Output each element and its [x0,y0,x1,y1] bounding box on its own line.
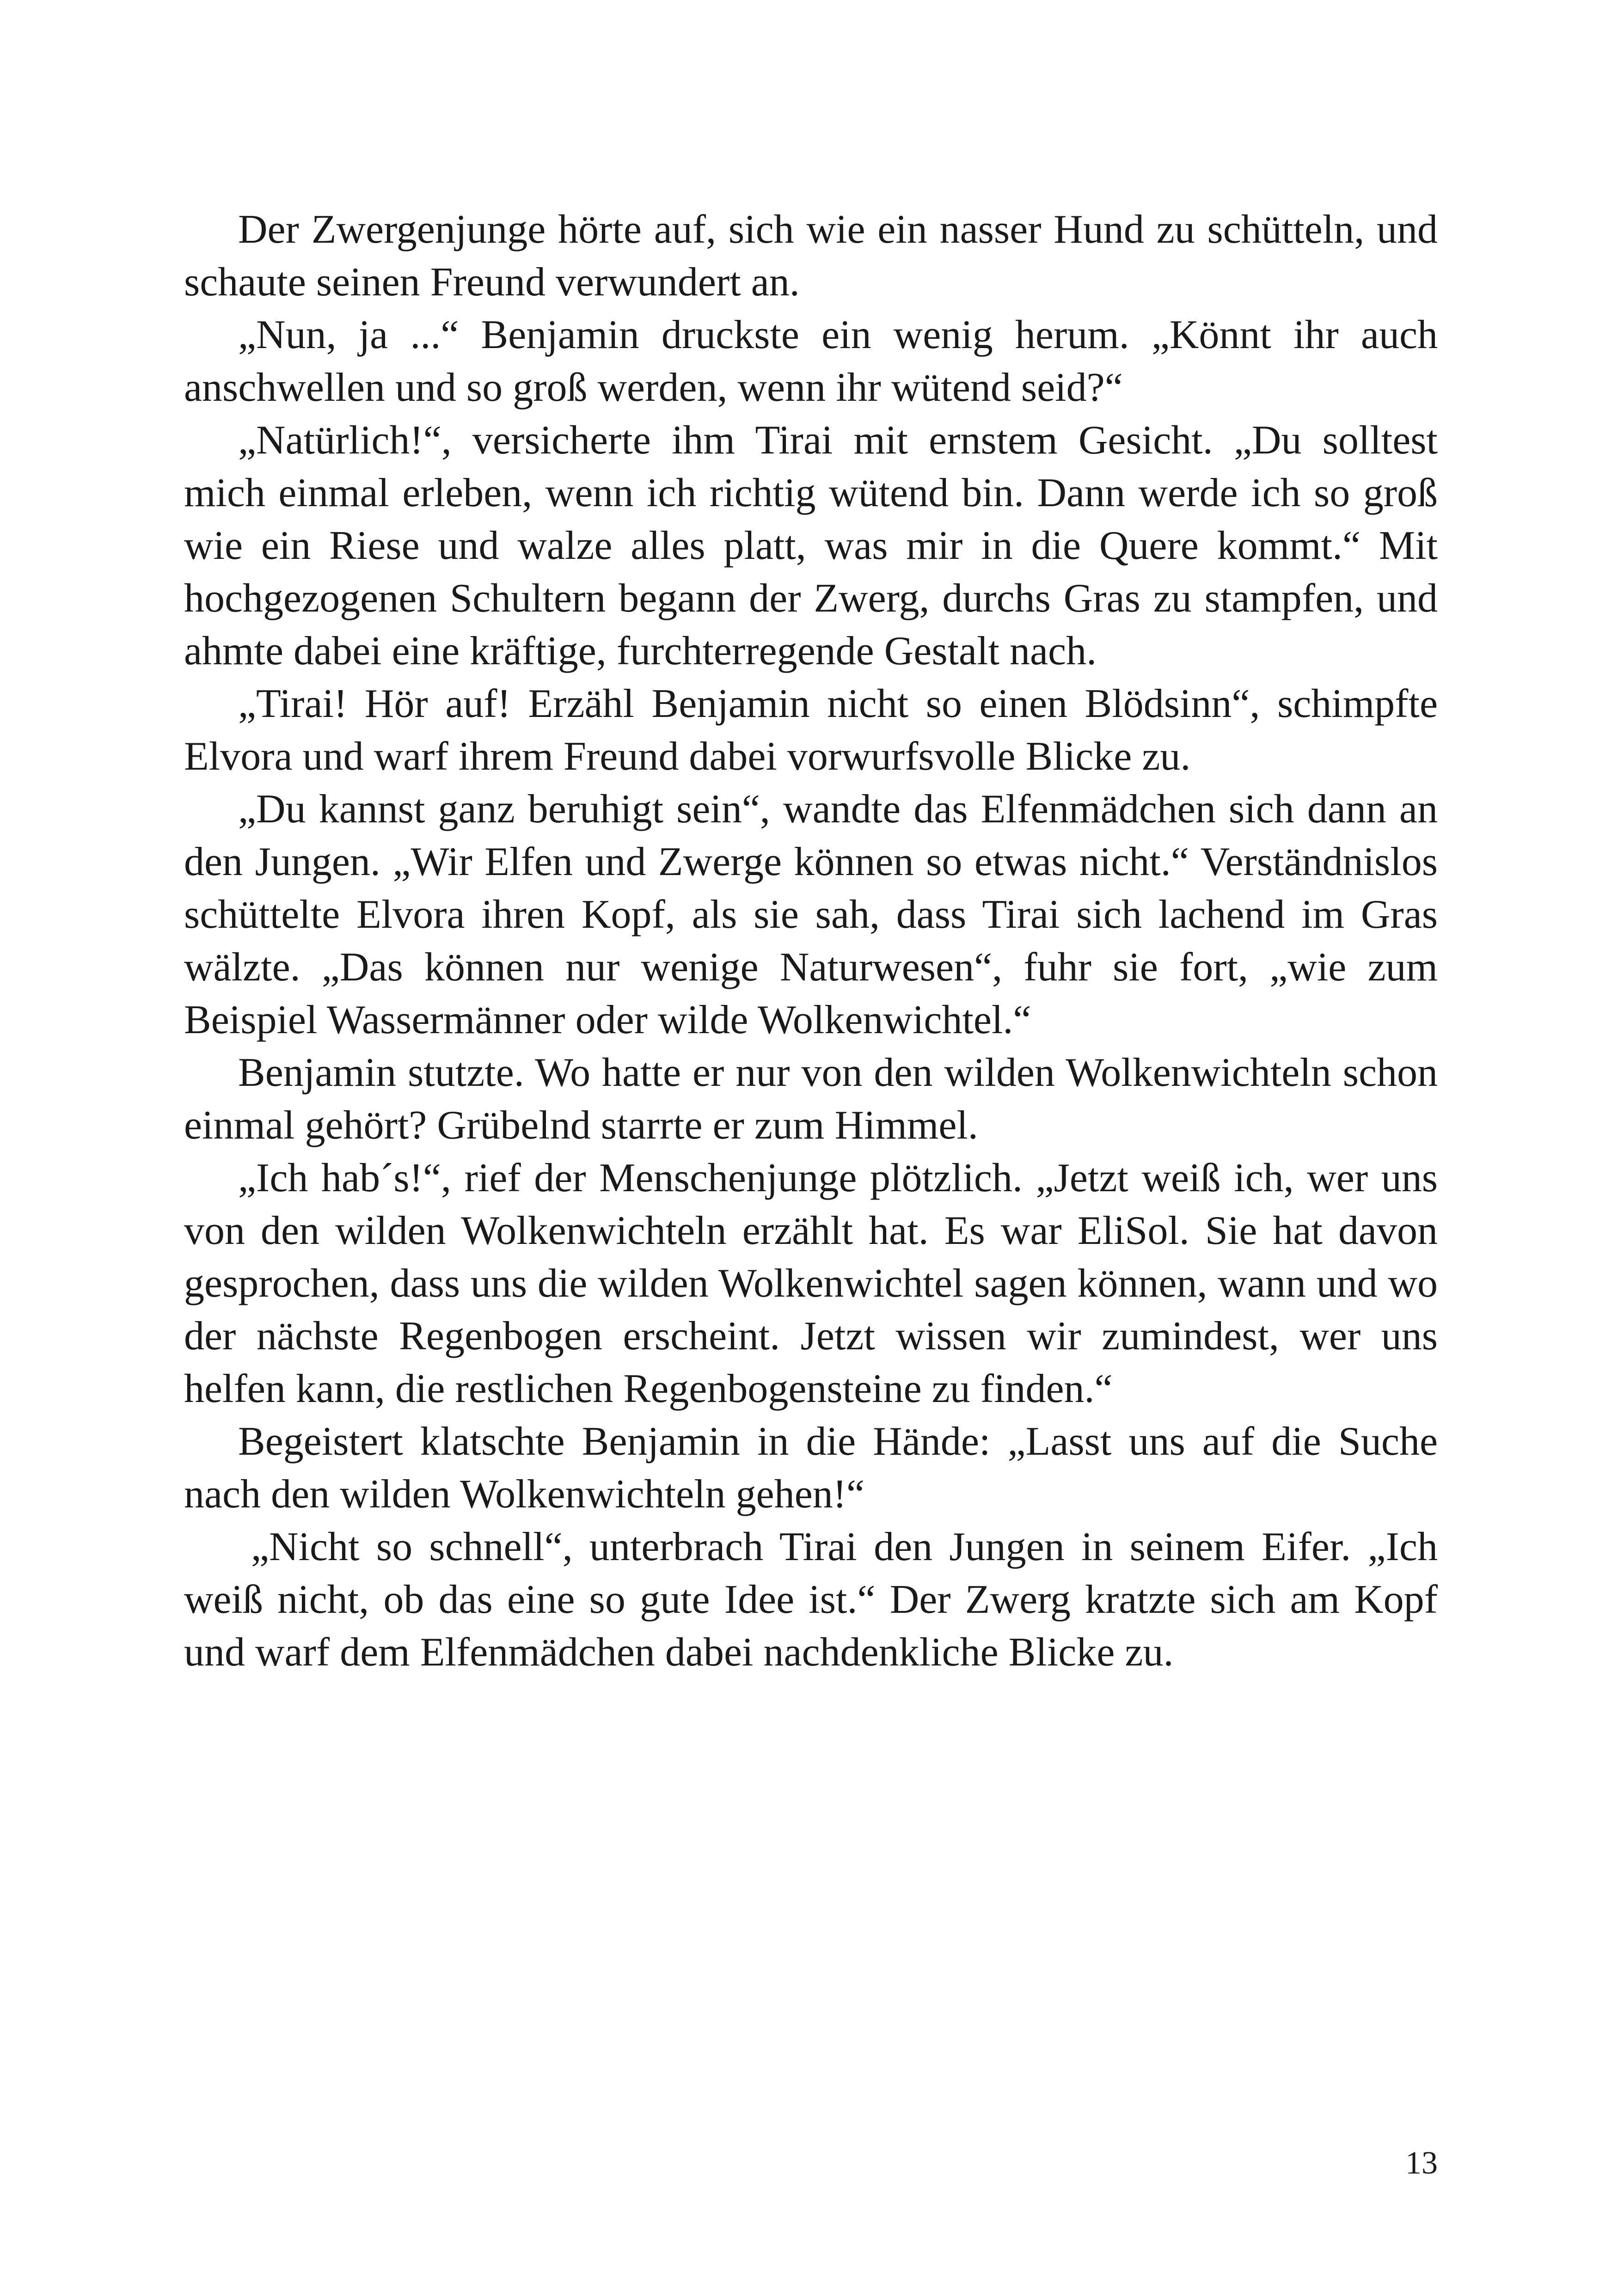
page-number: 13 [1405,2145,1438,2181]
paragraph: „Tirai! Hör auf! Erzähl Benjamin nicht so einen Blödsinn“, schimpfte Elvora und warf ihrem Freund dabei vorwurfsvolle Blicke zu. [184,681,1438,779]
paragraph: „Du kannst ganz beruhigt sein“, wandte das Elfenmädchen sich dann an den Jungen. „Wir Elfen und Zwerge können so etwas nicht.“ Verständnislos schüttelte Elvora ihren Kopf, als sie sah, dass Tirai sich lachend im Gras wälzte. „Das können nur wenige Naturwesen“, fuhr sie fort, „wie zum Beispiel Wassermänner oder wilde Wolkenwichtel.“ [184,787,1438,1042]
paragraph: „Nun, ja ...“ Benjamin druckste ein wenig herum. „Könnt ihr auch anschwellen und so groß werden, wenn ihr wütend seid?“ [184,312,1438,410]
paragraph: Benjamin stutzte. Wo hatte er nur von den wilden Wolkenwichteln schon einmal gehört? Grübelnd starrte er zum Himmel. [184,1050,1438,1148]
paragraph: „Natürlich!“, versicherte ihm Tirai mit ernstem Gesicht. „Du solltest mich einmal erleben, wenn ich richtig wütend bin. Dann werde ich so groß wie ein Riese und walze alles platt, was mir in die Quere kommt.“ Mit hochgezogenen Schultern begann der Zwerg, durchs Gras zu stampfen, und ahmte dabei eine kräftige, furchterregende Gestalt nach. [184,418,1438,673]
page-body [184,203,1438,1679]
paragraph: „Nicht so schnell“, unterbrach Tirai den Jungen in seinem Eifer. „Ich weiß nicht, ob das eine so gute Idee ist.“ Der Zwerg kratzte sich am Kopf und warf dem Elfenmädchen dabei nachdenkliche Blicke zu. [184,1525,1438,1675]
paragraph: „Ich hab´s!“, rief der Menschenjunge plötzlich. „Jetzt weiß ich, wer uns von den wilden Wolkenwichteln erzählt hat. Es war EliSol. Sie hat davon gesprochen, dass uns die wilden Wolkenwichtel sagen können, wann und wo der nächste Regenbogen erscheint. Jetzt wissen wir zumindest, wer uns helfen kann, die restlichen Regenbogensteine zu finden.“ [184,1156,1438,1411]
paragraph: Der Zwergenjunge hörte auf, sich wie ein nasser Hund zu schütteln, und schaute seinen Freund verwundert an. [184,207,1438,305]
paragraph: Begeistert klatschte Benjamin in die Hände: „Lasst uns auf die Suche nach den wilden Wolkenwichteln gehen!“ [184,1419,1438,1517]
